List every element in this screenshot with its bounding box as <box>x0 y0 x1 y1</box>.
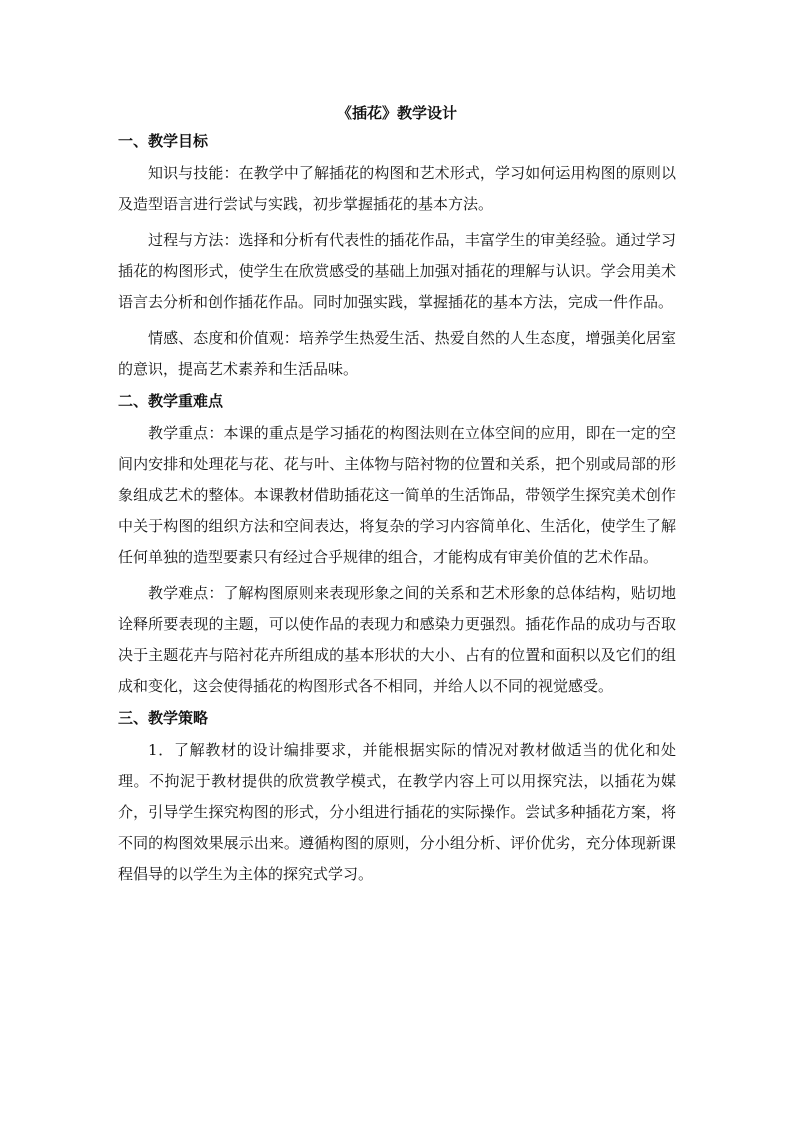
paragraph-process-methods: 过程与方法：选择和分析有代表性的插花作品，丰富学生的审美经验。通过学习插花的构图形式，使学生在欣赏感受的基础上加强对插花的理解与认识。学会用美术语言去分析和创作插花作品。同时加强实践，掌握插花的基本方法，完成一件作品。 <box>118 231 676 311</box>
section-heading: 一、教学目标 <box>118 132 209 150</box>
paragraph-knowledge-skills: 知识与技能：在教学中了解插花的构图和艺术形式，学习如何运用构图的原则以及造型语言进行尝试与实践，初步掌握插花的基本方法。 <box>118 164 676 213</box>
paragraph-strategy-item: 1．了解教材的设计编排要求，并能根据实际的情况对教材做适当的优化和处理。不拘泥于教材提供的欣赏教学模式，在教学内容上可以用探究法，以插花为媒介，引导学生探究构图的形式，分小组进行插花的实际操作。尝试多种插花方案，将不同的构图效果展示出来。遵循构图的原则，分小组分析、评价优劣，充分体现新课程倡导的以学生为主体的探究式学习。 <box>118 741 676 883</box>
section-key-difficult-points <box>118 390 676 702</box>
section-heading: 三、教学策略 <box>118 709 209 727</box>
paragraph-difficult-point: 教学难点：了解构图原则来表现形象之间的关系和艺术形象的总体结构，贴切地诠释所要表现的主题，可以使作品的表现力和感染力更强烈。插花作品的成功与否取决于主题花卉与陪衬花卉所组成的基本形状的大小、占有的位置和面积以及它们的组成和变化，这会使得插花的构图形式各不相同，并给人以不同的视觉感受。 <box>118 584 676 695</box>
section-teaching-goals <box>118 130 676 385</box>
section-heading: 二、教学重难点 <box>118 392 224 410</box>
paragraph-emotion-attitude: 情感、态度和价值观：培养学生热爱生活、热爱自然的人生态度，增强美化居室的意识，提高艺术素养和生活品味。 <box>118 329 676 378</box>
document-title: 《插花》教学设计 <box>336 104 457 122</box>
document-body <box>118 102 676 890</box>
section-teaching-strategy <box>118 707 676 890</box>
paragraph-key-point: 教学重点：本课的重点是学习插花的构图法则在立体空间的应用，即在一定的空间内安排和处理花与花、花与叶、主体物与陪衬物的位置和关系，把个别或局部的形象组成艺术的整体。本课教材借助插花这一简单的生活饰品，带领学生探究美术创作中关于构图的组织方法和空间表达，将复杂的学习内容简单化、生活化，使学生了解任何单独的造型要素只有经过合乎规律的组合，才能构成有审美价值的艺术作品。 <box>118 424 676 566</box>
